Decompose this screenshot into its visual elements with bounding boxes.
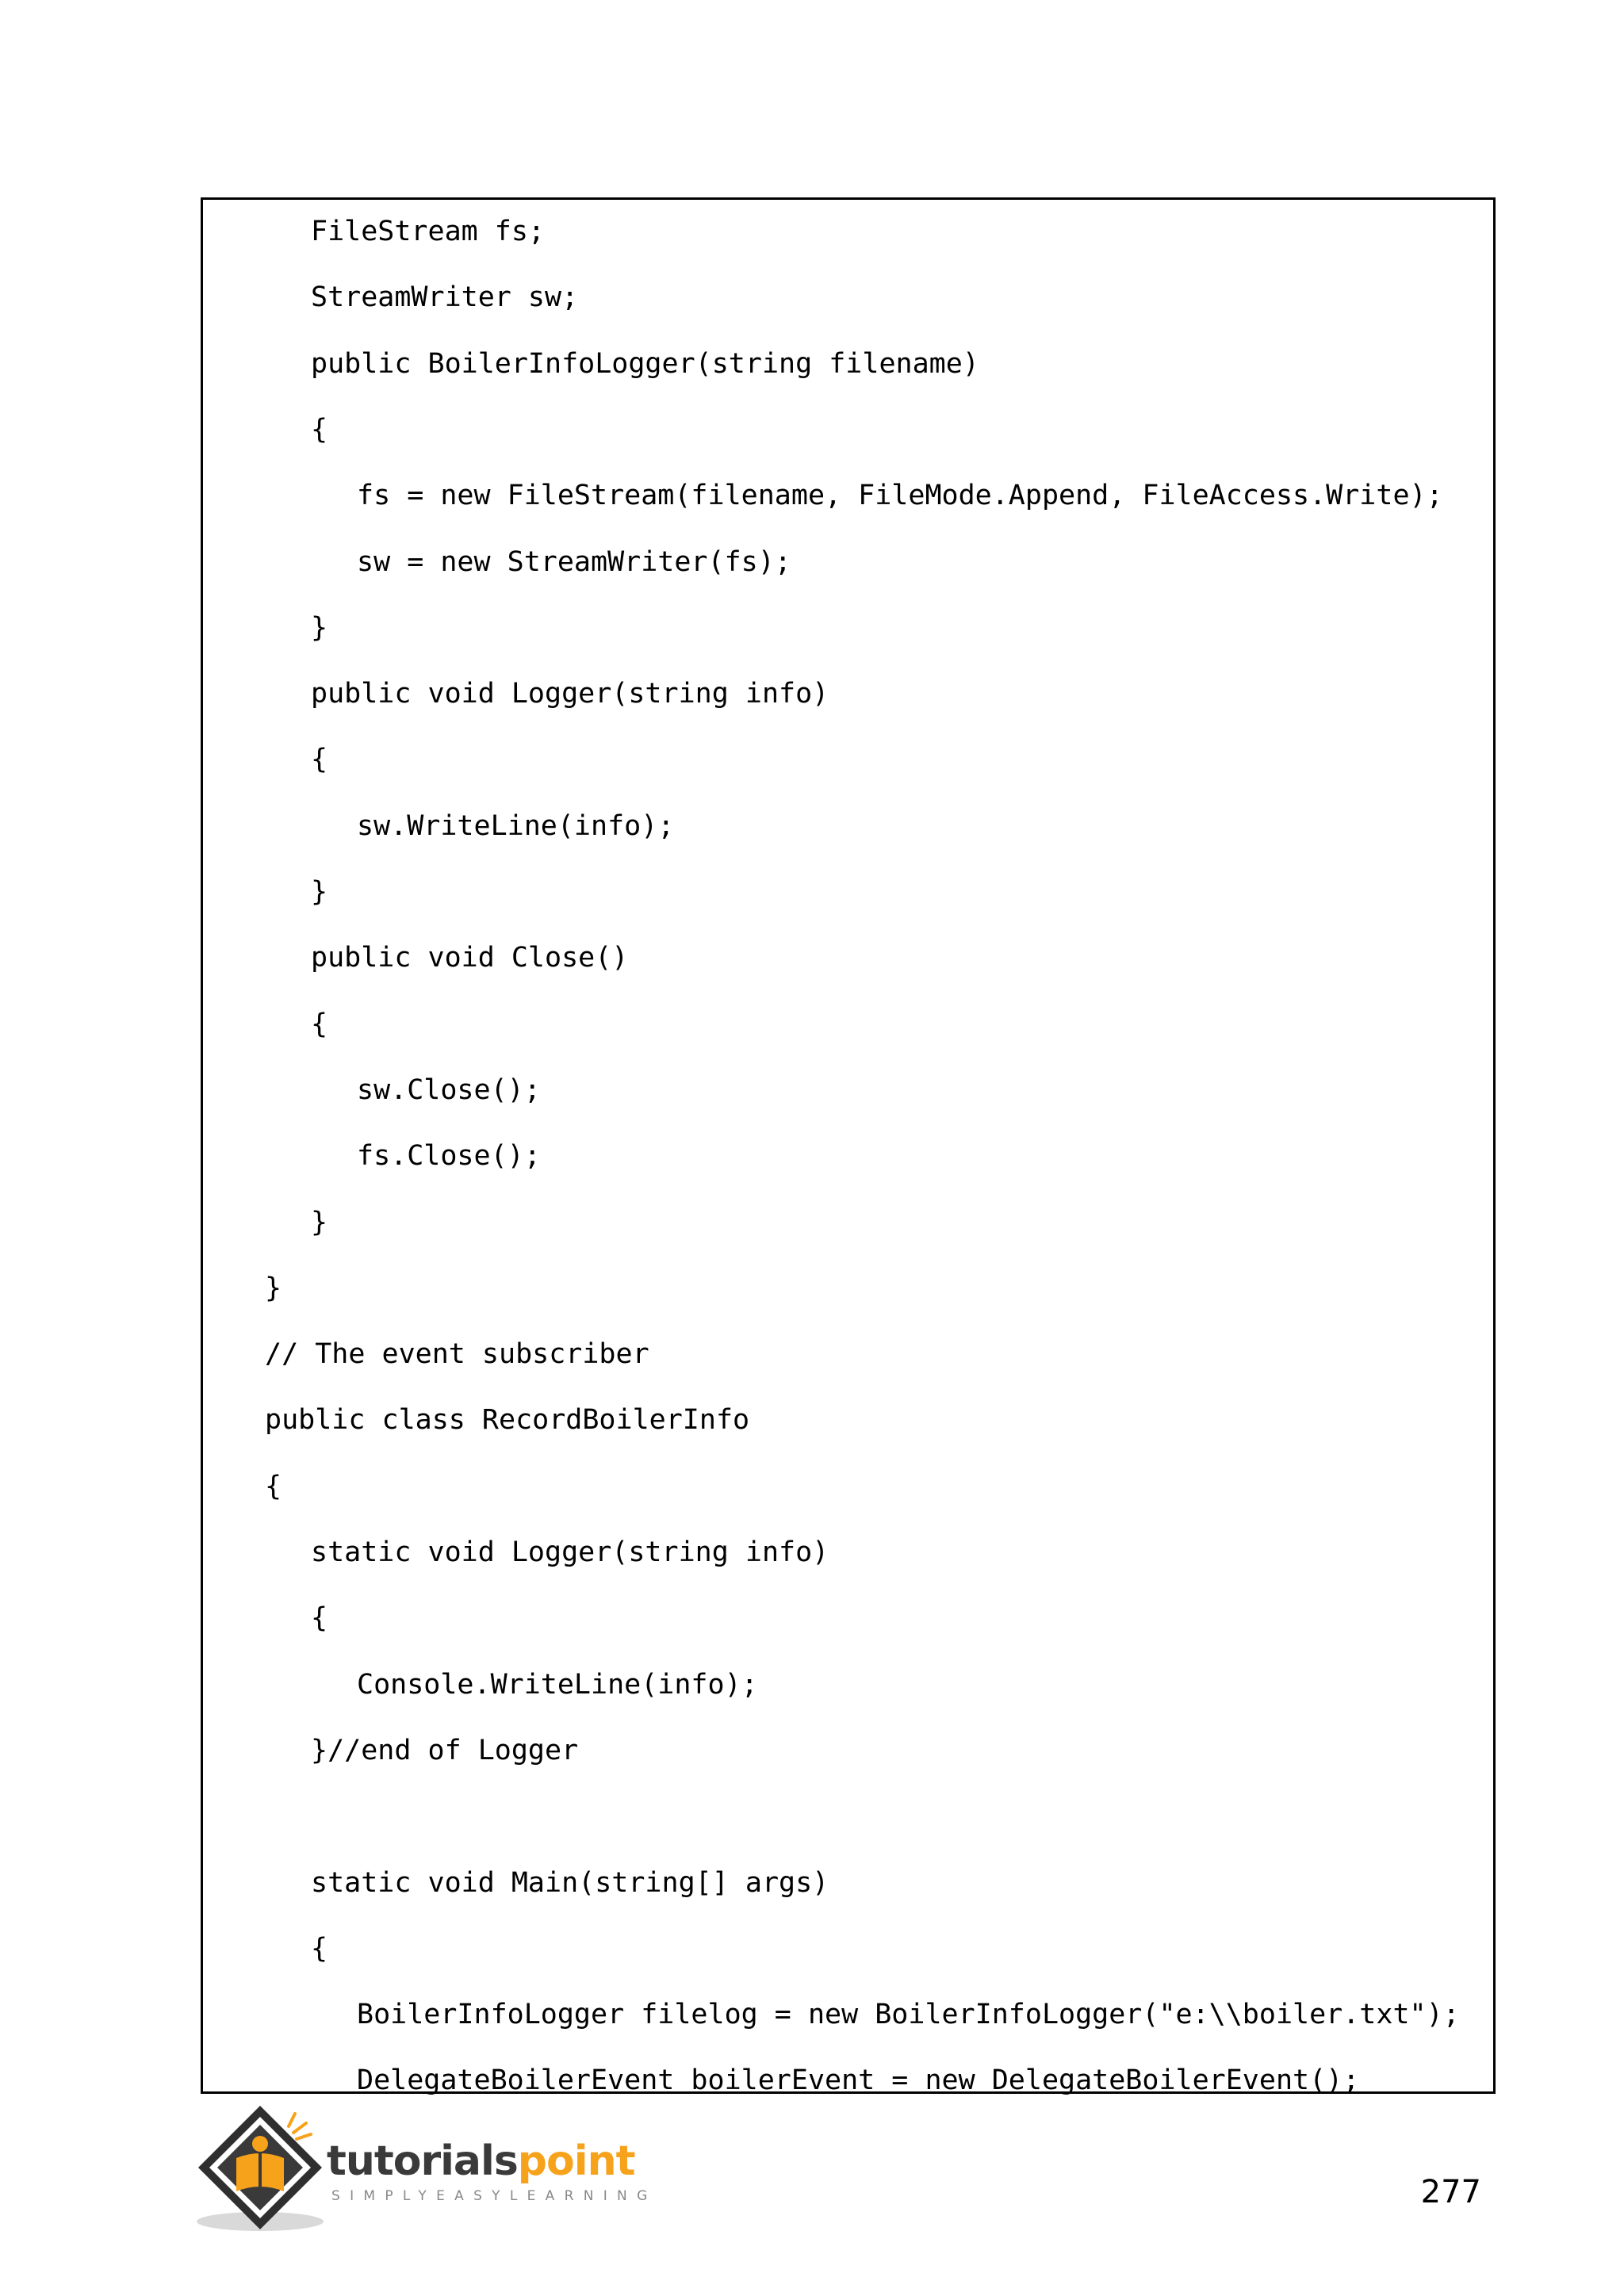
code-line: // The event subscriber [265, 1338, 649, 1371]
code-line: public void Close() [311, 942, 629, 974]
code-line: sw.Close(); [357, 1073, 541, 1106]
code-line: { [311, 1932, 328, 1965]
code-line: { [311, 1008, 328, 1040]
code-line: public void Logger(string info) [311, 678, 829, 710]
logo-tagline: SIMPLYEASYLEARNING [331, 2188, 657, 2204]
code-line: sw.WriteLine(info); [357, 809, 675, 842]
code-line: { [311, 744, 328, 776]
code-listing-box [201, 197, 1496, 2097]
code-line: { [265, 1470, 282, 1502]
code-line: sw = new StreamWriter(fs); [357, 545, 791, 578]
code-line: static void Logger(string info) [311, 1536, 829, 1568]
code-line: Console.WriteLine(info); [357, 1668, 758, 1701]
tutorialspoint-logo [195, 2103, 655, 2237]
code-line: fs = new FileStream(filename, FileMode.Append, FileAccess.Write); [357, 480, 1443, 512]
code-line: { [311, 1602, 328, 1635]
code-line: BoilerInfoLogger filelog = new BoilerInfoLogger("e:\\boiler.txt"); [357, 1999, 1460, 2031]
code-line: } [311, 876, 328, 908]
logo-word-tutorials: tutorials [327, 2137, 518, 2185]
code-line: fs.Close(); [357, 1140, 541, 1173]
code-line: static void Main(string[] args) [311, 1866, 829, 1899]
logo-word-point: point [517, 2137, 635, 2185]
code-line: } [265, 1272, 282, 1304]
code-line: StreamWriter sw; [311, 281, 579, 314]
code-line: public class RecordBoilerInfo [265, 1404, 750, 1437]
code-line: public BoilerInfoLogger(string filename) [311, 347, 979, 380]
code-line: } [311, 1206, 328, 1238]
logo-wordmark [327, 2137, 634, 2185]
code-line: DelegateBoilerEvent boilerEvent = new DelegateBoilerEvent(); [357, 2064, 1360, 2097]
code-line: { [311, 413, 328, 446]
code-line: }//end of Logger [311, 1734, 579, 1766]
logo-emblem-icon [195, 2103, 330, 2237]
page-number: 277 [1420, 2174, 1481, 2210]
code-line: FileStream fs; [311, 216, 546, 247]
code-line: } [311, 611, 328, 644]
